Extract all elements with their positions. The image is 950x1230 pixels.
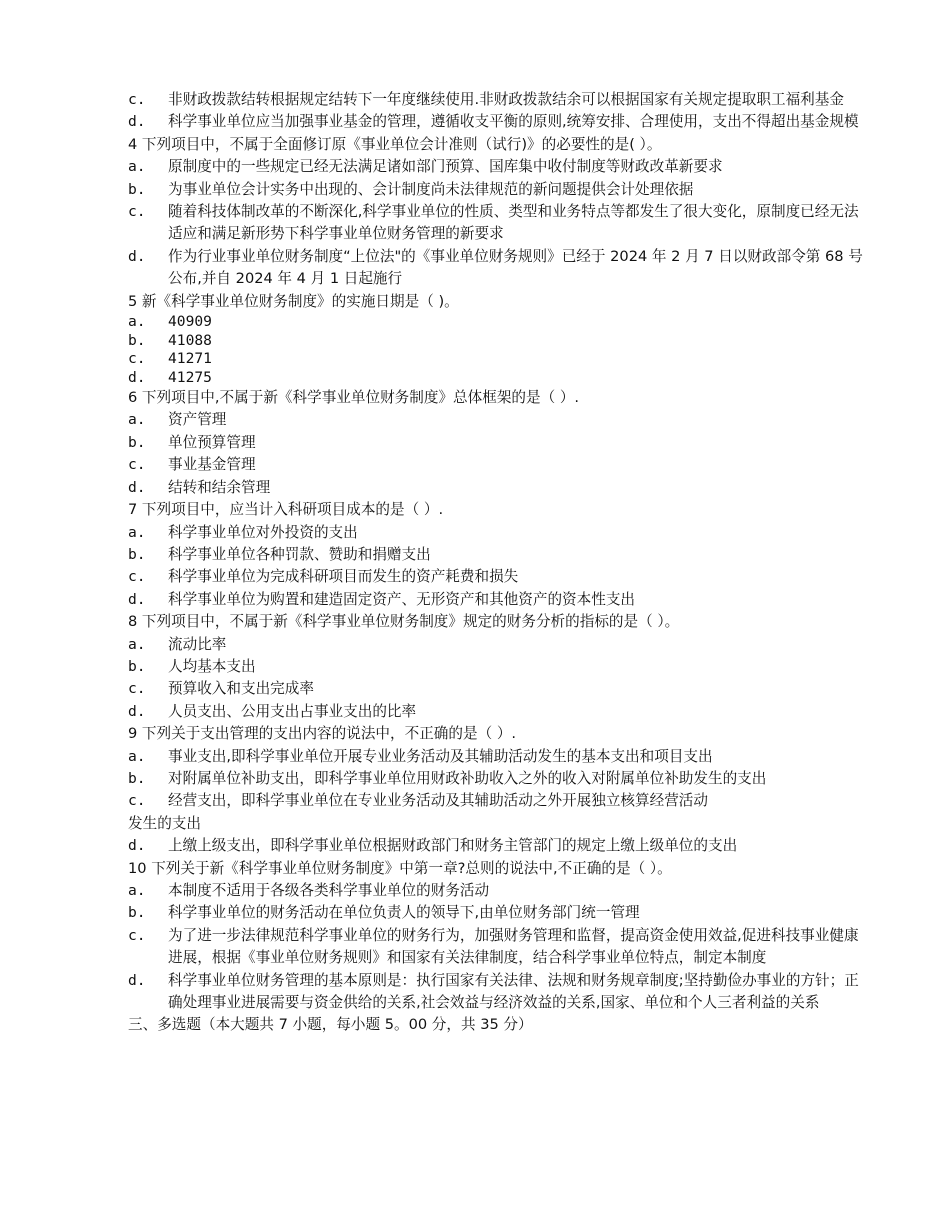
option-letter: a. bbox=[128, 747, 146, 765]
option-text: 40909 bbox=[168, 313, 212, 331]
option-letter: d. bbox=[128, 837, 146, 855]
option-letter: d. bbox=[128, 368, 146, 386]
option-letter: b. bbox=[128, 331, 146, 349]
document-page bbox=[128, 89, 863, 1037]
answer-option bbox=[128, 332, 863, 351]
option-letter: b. bbox=[128, 433, 146, 451]
question-text: 7 下列项目中，应当计入科研项目成本的是（ ）. bbox=[128, 501, 444, 519]
answer-option bbox=[128, 701, 863, 723]
answer-option bbox=[128, 925, 863, 970]
option-letter: d. bbox=[128, 113, 146, 131]
answer-option bbox=[128, 835, 863, 857]
option-text: 上缴上级支出，即科学事业单位根据财政部门和财务主管部门的规定上缴上级单位的支出 bbox=[168, 837, 738, 855]
answer-option bbox=[128, 454, 863, 476]
option-text: 41271 bbox=[168, 350, 212, 368]
answer-option bbox=[128, 409, 863, 431]
option-letter: a. bbox=[128, 635, 146, 653]
answer-option bbox=[128, 544, 863, 566]
answer-option bbox=[128, 880, 863, 902]
option-text: 科学事业单位为购置和建造固定资产、无形资产和其他资产的资本性支出 bbox=[168, 590, 636, 608]
option-letter: c. bbox=[128, 350, 146, 368]
question-text: 9 下列关于支出管理的支出内容的说法中，不正确的是（ ）. bbox=[128, 725, 517, 743]
option-letter: d. bbox=[128, 971, 146, 989]
answer-option bbox=[128, 477, 863, 499]
text-line: 发生的支出 bbox=[128, 814, 201, 832]
option-letter: b. bbox=[128, 180, 146, 198]
answer-option bbox=[128, 970, 863, 1015]
option-letter: a. bbox=[128, 313, 146, 331]
option-text: 人均基本支出 bbox=[168, 657, 256, 675]
option-text: 科学事业单位财务管理的基本原则是：执行国家有关法律、法规和财务规章制度;坚持勤俭办事业的方针；正确处理事业进展需要与资金供给的关系,社会效益与经济效益的关系,国家、单位和个人三者利益的关系 bbox=[168, 971, 859, 1012]
option-letter: c. bbox=[128, 792, 146, 810]
option-letter: c. bbox=[128, 568, 146, 586]
option-letter: b. bbox=[128, 769, 146, 787]
option-text: 原制度中的一些规定已经无法满足诸如部门预算、国库集中收付制度等财政改革新要求 bbox=[168, 158, 723, 176]
question-text: 4 下列项目中，不属于全面修订原《事业单位会计准则（试行)》的必要性的是( ）。 bbox=[128, 135, 662, 153]
option-letter: c. bbox=[128, 926, 146, 944]
answer-option bbox=[128, 89, 863, 111]
option-text: 非财政拨款结转根据规定结转下一年度继续使用.非财政拨款结余可以根据国家有关规定提取职工福利基金 bbox=[168, 91, 844, 108]
option-letter: c. bbox=[128, 456, 146, 474]
answer-option bbox=[128, 156, 863, 178]
option-letter: a. bbox=[128, 158, 146, 176]
option-text: 结转和结余管理 bbox=[168, 478, 271, 496]
option-text: 资产管理 bbox=[168, 411, 227, 429]
answer-option bbox=[128, 589, 863, 611]
option-letter: b. bbox=[128, 904, 146, 922]
option-letter: d. bbox=[128, 247, 146, 265]
option-text: 随着科技体制改革的不断深化,科学事业单位的性质、类型和业务特点等都发生了很大变化，原制度已经无法适应和满足新形势下科学事业单位财务管理的新要求 bbox=[168, 203, 859, 243]
option-text: 单位预算管理 bbox=[168, 433, 256, 451]
answer-option bbox=[128, 369, 863, 388]
question-text: 5 新《科学事业单位财务制度》的实施日期是（ )。 bbox=[128, 292, 459, 310]
option-text: 科学事业单位各种罚款、赞助和捐赠支出 bbox=[168, 545, 431, 563]
option-text: 本制度不适用于各级各类科学事业单位的财务活动 bbox=[168, 882, 490, 899]
option-letter: a. bbox=[128, 523, 146, 541]
option-text: 作为行业事业单位财务制度“上位法"的《事业单位财务规则》已经于 2024 年 2 月 7 日以财政部令第 68 号公布,并自 2024 年 4 月 1 日起施行 bbox=[168, 247, 863, 288]
option-letter: d. bbox=[128, 478, 146, 496]
answer-option bbox=[128, 656, 863, 678]
option-text: 科学事业单位为完成科研项目而发生的资产耗费和损失 bbox=[168, 568, 519, 586]
answer-option bbox=[128, 313, 863, 332]
option-text: 41088 bbox=[168, 331, 212, 349]
answer-option bbox=[128, 201, 863, 246]
answer-option bbox=[128, 746, 863, 768]
section-heading: 三、多选题（本大题共 7 小题，每小题 5。00 分，共 35 分） bbox=[128, 1016, 533, 1034]
option-letter: c. bbox=[128, 680, 146, 698]
answer-option bbox=[128, 634, 863, 656]
option-letter: a. bbox=[128, 411, 146, 429]
question-text: 6 下列项目中,不属于新《科学事业单位财务制度》总体框架的是（ ）. bbox=[128, 389, 580, 407]
option-letter: d. bbox=[128, 590, 146, 608]
option-text: 事业基金管理 bbox=[168, 456, 256, 474]
option-text: 为事业单位会计实务中出现的、会计制度尚未法律规范的新问题提供会计处理依据 bbox=[168, 180, 694, 198]
option-text: 为了进一步法律规范科学事业单位的财务行为，加强财务管理和监督，提高资金使用效益,促进科技事业健康进展，根据《事业单位财务规则》和国家有关法律制度，结合科学事业单位特点，制定本制度 bbox=[168, 926, 859, 967]
answer-option bbox=[128, 246, 863, 291]
option-text: 科学事业单位的财务活动在单位负责人的领导下,由单位财务部门统一管理 bbox=[168, 904, 640, 922]
option-text: 对附属单位补助支出，即科学事业单位用财政补助收入之外的收入对附属单位补助发生的支出 bbox=[168, 769, 767, 787]
option-letter: b. bbox=[128, 657, 146, 675]
answer-option bbox=[128, 522, 863, 544]
option-text: 事业支出,即科学事业单位开展专业业务活动及其辅助活动发生的基本支出和项目支出 bbox=[168, 747, 713, 765]
answer-option bbox=[128, 902, 863, 924]
answer-option bbox=[128, 678, 863, 700]
option-letter: d. bbox=[128, 702, 146, 720]
option-text: 科学事业单位应当加强事业基金的管理，遵循收支平衡的原则,统筹安排、合理使用，支出不得超出基金规模 bbox=[168, 113, 859, 131]
answer-option bbox=[128, 179, 863, 201]
answer-option bbox=[128, 790, 863, 812]
answer-option bbox=[128, 768, 863, 790]
option-letter: b. bbox=[128, 545, 146, 563]
answer-option bbox=[128, 111, 863, 133]
option-text: 流动比率 bbox=[168, 635, 227, 653]
answer-option bbox=[128, 432, 863, 454]
answer-option bbox=[128, 350, 863, 369]
answer-option bbox=[128, 566, 863, 588]
option-text: 人员支出、公用支出占事业支出的比率 bbox=[168, 702, 417, 720]
option-text: 经营支出，即科学事业单位在专业业务活动及其辅助活动之外开展独立核算经营活动 bbox=[168, 792, 708, 810]
option-letter: c. bbox=[128, 203, 146, 221]
question-text: 10 下列关于新《科学事业单位财务制度》中第一章?总则的说法中,不正确的是（ ）。 bbox=[128, 859, 672, 877]
option-text: 科学事业单位对外投资的支出 bbox=[168, 523, 358, 541]
option-letter: a. bbox=[128, 882, 146, 899]
option-letter: c. bbox=[128, 91, 146, 108]
option-text: 41275 bbox=[168, 368, 212, 386]
question-text: 8 下列项目中，不属于新《科学事业单位财务制度》规定的财务分析的指标的是（ ）。 bbox=[128, 613, 680, 631]
option-text: 预算收入和支出完成率 bbox=[168, 680, 314, 698]
